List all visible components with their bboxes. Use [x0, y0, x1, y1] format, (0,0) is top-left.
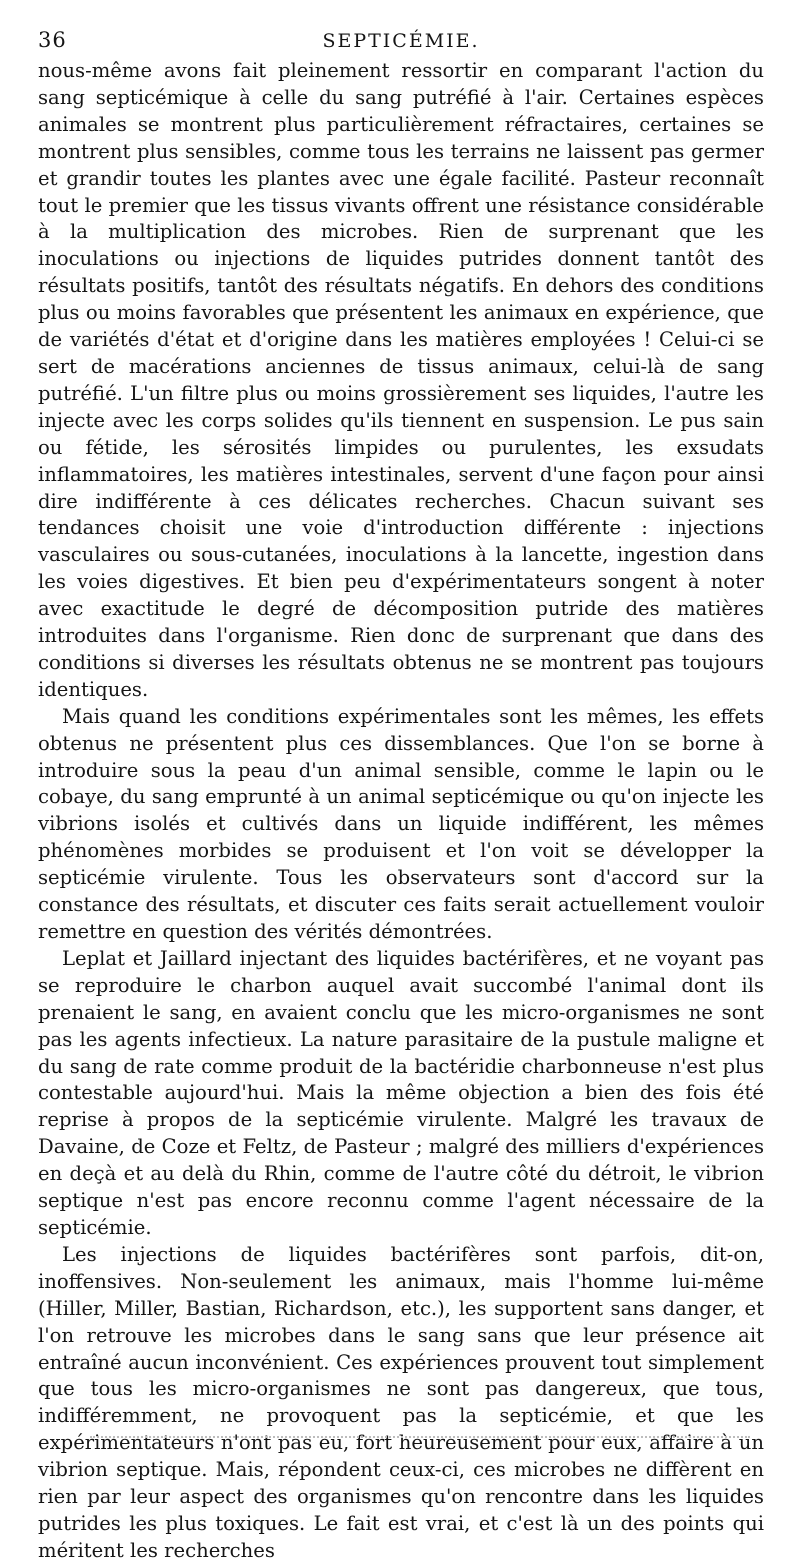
paragraph-continuation: nous-même avons fait pleinement ressortir en comparant l'action du sang septicémique à celle du sang putréfié à l'air. Certaines espèces animales se montrent plus particulièrement réfractaires, certaines se montrent plus sensibles, comme tous les terrains ne laissent pas germer et grandir toutes les plantes avec une égale facilité. Pasteur reconnaît tout le premier que les tissus vivants offrent une résistance considérable à la multiplication des microbes. Rien de surprenant que les inoculations ou injections de liquides putrides donnent tantôt des résultats positifs, tantôt des résultats négatifs. En dehors des conditions plus ou moins favorables que présentent les animaux en expérience, que de variétés d'état et d'origine dans les matières employées ! Celui-ci se sert de macérations anciennes de tissus animaux, celui-là de sang putréfié. L'un filtre plus ou moins grossièrement ses liquides, l'autre les injecte avec les corps solides qu'ils tiennent en suspension. Le pus sain ou fétide, les sérosités limpides ou purulentes, les exsudats inflammatoires, les matières intestinales, servent d'une façon pour ainsi dire indifférente à ces délicates recherches. Chacun suivant ses tendances choisit une voie d'introduction différente : injections vasculaires ou sous-cutanées, inoculations à la lancette, ingestion dans les voies digestives. Et bien peu d'expérimentateurs songent à noter avec exactitude le degré de décomposition putride des matières introduites dans l'organisme. Rien donc de surprenant que dans des conditions si diverses les résultats obtenus ne se montrent pas toujours identiques.: [38, 59, 764, 701]
running-title: SEPTICÉMIE.: [322, 30, 480, 52]
paragraph-leplat-jaillard: Leplat et Jaillard injectant des liquides bactérifères, et ne voyant pas se reproduire le charbon auquel avait succombé l'animal dont ils prenaient le sang, en avaient conclu que les micro-organismes ne sont pas les agents infectieux. La nature parasitaire de la pustule maligne et du sang de rate comme produit de la bactéridie charbonneuse n'est plus contestable aujourd'hui. Mais la même objection a bien des fois été reprise à propos de la septicémie virulente. Malgré les travaux de Davaine, de Coze et Feltz, de Pasteur ; malgré des milliers d'expériences en deçà et au delà du Rhin, comme de l'autre côté du détroit, le vibrion septique n'est pas encore reconnu comme l'agent nécessaire de la septicémie.: [38, 946, 764, 1239]
paragraph-experimental-conditions: Mais quand les conditions expérimentales sont les mêmes, les effets obtenus ne présentent plus ces dissemblances. Que l'on se borne à introduire sous la peau d'un animal sensible, comme le lapin ou le cobaye, du sang emprunté à un animal septicémique ou qu'on injecte les vibrions isolés et cultivés dans un liquide indifférent, les mêmes phénomènes morbides se produisent et l'on voit se développer la septicémie virulente. Tous les observateurs sont d'accord sur la constance des résultats, et discuter ces faits serait actuellement vouloir remettre en question des vérités démontrées.: [38, 704, 764, 943]
body-text: [38, 58, 764, 1565]
footer-print-marks: [90, 1436, 750, 1444]
paragraph-bacteriferous-injections: Les injections de liquides bactérifères sont parfois, dit-on, inoffensives. Non-seulement les animaux, mais l'homme lui-même (Hiller, Miller, Bastian, Richardson, etc.), les supportent sans danger, et l'on retrouve les microbes dans le sang sans que leur présence ait entraîné aucun inconvénient. Ces expériences prouvent tout simplement que tous les micro-organismes ne sont pas dangereux, que tous, indifféremment, ne provoquent pas la septicémie, et que les expérimentateurs n'ont pas eu, fort heureusement pour eux, affaire à un vibrion septique. Mais, répondent ceux-ci, ces microbes ne diffèrent en rien par leur aspect des organismes qu'on rencontre dans les liquides putrides les plus toxiques. Le fait est vrai, et c'est là un des points qui méritent les recherches: [38, 1242, 764, 1562]
running-head: [38, 0, 764, 58]
page-number: 36: [38, 28, 67, 52]
